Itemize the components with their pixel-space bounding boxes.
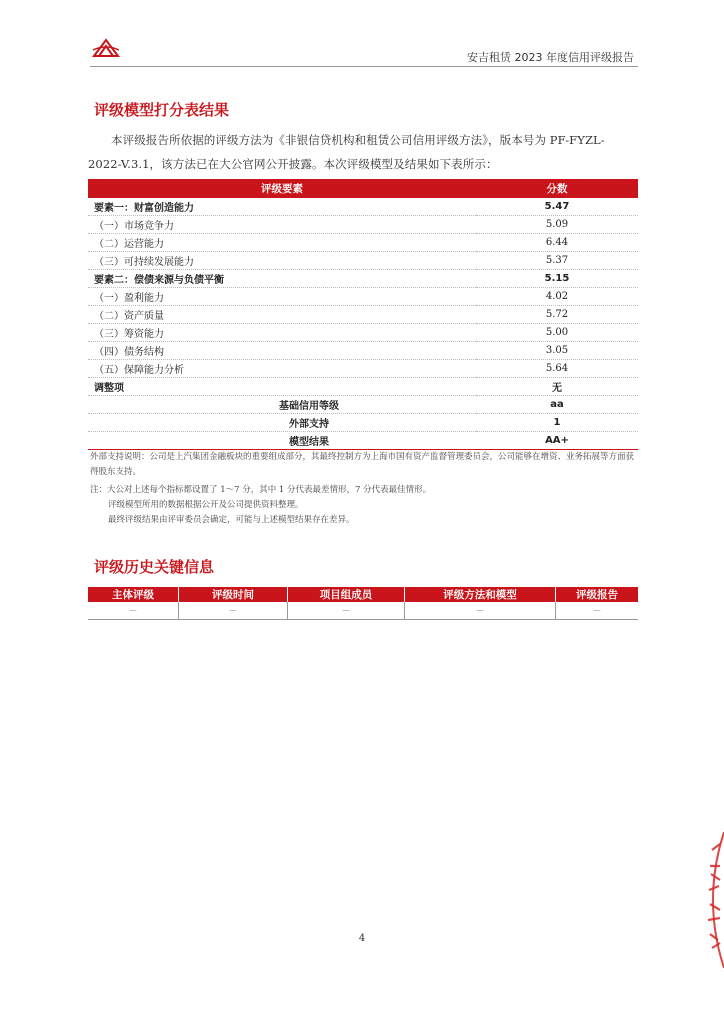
table-row — [88, 360, 638, 378]
company-logo-icon — [92, 38, 120, 58]
table-row — [88, 324, 638, 342]
table-row — [88, 270, 638, 288]
header-team-members: 项目组成员 — [288, 587, 405, 602]
note-1: 注：大公对上述每个指标都设置了 1～7 分，其中 1 分代表最差情形，7 分代表最佳情形。 — [90, 485, 432, 495]
cell-subject-rating: － — [88, 602, 179, 620]
row-value: 5.09 — [476, 216, 638, 234]
external-support-note: 外部支持说明：公司是上汽集团金融板块的重要组成部分，其最终控制方为上海市国有资产监督管理委员会，公司能够在增资、业务拓展等方面获得股东支持。 — [90, 452, 635, 477]
row-value: 4.02 — [476, 288, 638, 306]
page-number: 4 — [358, 933, 366, 944]
history-table — [88, 587, 638, 620]
row-value: 3.05 — [476, 342, 638, 360]
row-name: 外部支持 — [88, 414, 476, 432]
table-row — [88, 602, 638, 620]
table-row — [88, 216, 638, 234]
row-name: （二）资产质量 — [88, 306, 476, 324]
section-title-score: 评级模型打分表结果 — [94, 101, 230, 119]
table-row — [88, 396, 638, 414]
header-factor: 评级要素 — [88, 179, 476, 198]
score-table-header — [88, 179, 638, 198]
score-table — [88, 179, 638, 450]
row-name: （四）债务结构 — [88, 342, 476, 360]
notes-block — [90, 450, 640, 528]
note-3: 最终评级结果由评审委员会确定，可能与上述模型结果存在差异。 — [108, 515, 355, 525]
row-value: 5.00 — [476, 324, 638, 342]
history-table-header — [88, 587, 638, 602]
row-value: aa — [476, 396, 638, 414]
row-name: （三）筹资能力 — [88, 324, 476, 342]
row-value: 无 — [476, 378, 638, 396]
row-value: 5.37 — [476, 252, 638, 270]
table-row — [88, 288, 638, 306]
row-name: 要素一：财富创造能力 — [88, 198, 476, 216]
header-report: 评级报告 — [556, 587, 639, 602]
table-row — [88, 414, 638, 432]
row-value: 1 — [476, 414, 638, 432]
row-name: 基础信用等级 — [88, 396, 476, 414]
seal-stamp-icon — [700, 830, 724, 970]
header-title: 安吉租赁 2023 年度信用评级报告 — [467, 51, 634, 64]
table-row — [88, 306, 638, 324]
row-value: 5.15 — [476, 270, 638, 288]
row-value: 5.47 — [476, 198, 638, 216]
intro-paragraph: 本评级报告所依据的评级方法为《非银信贷机构和租赁公司信用评级方法》，版本号为 PF-FYZL-2022-V.3.1，该方法已在大公官网公开披露。本次评级模型及结果如下表所示： — [88, 133, 605, 171]
row-name: （二）运营能力 — [88, 234, 476, 252]
row-name: （五）保障能力分析 — [88, 360, 476, 378]
row-name: 要素二：偿债来源与负债平衡 — [88, 270, 476, 288]
header-score: 分数 — [476, 179, 638, 198]
cell-rating-date: － — [179, 602, 288, 620]
row-name: 模型结果 — [88, 432, 476, 450]
table-row — [88, 378, 638, 396]
row-value: 5.64 — [476, 360, 638, 378]
header-divider — [90, 66, 638, 67]
row-value: 5.72 — [476, 306, 638, 324]
header-rating-date: 评级时间 — [179, 587, 288, 602]
row-name: （一）盈利能力 — [88, 288, 476, 306]
cell-method-model: － — [405, 602, 556, 620]
header-subject-rating: 主体评级 — [88, 587, 179, 602]
row-name: 调整项 — [88, 378, 476, 396]
header-method-model: 评级方法和模型 — [405, 587, 556, 602]
table-row — [88, 234, 638, 252]
cell-report: － — [556, 602, 639, 620]
table-row — [88, 342, 638, 360]
row-value: AA+ — [476, 432, 638, 450]
note-2: 评级模型所用的数据根据公开及公司提供资料整理。 — [108, 500, 304, 510]
section-title-history: 评级历史关键信息 — [94, 558, 215, 576]
row-name: （三）可持续发展能力 — [88, 252, 476, 270]
table-row — [88, 198, 638, 216]
row-value: 6.44 — [476, 234, 638, 252]
cell-team-members: － — [288, 602, 405, 620]
table-row — [88, 252, 638, 270]
row-name: （一）市场竞争力 — [88, 216, 476, 234]
table-row — [88, 432, 638, 450]
